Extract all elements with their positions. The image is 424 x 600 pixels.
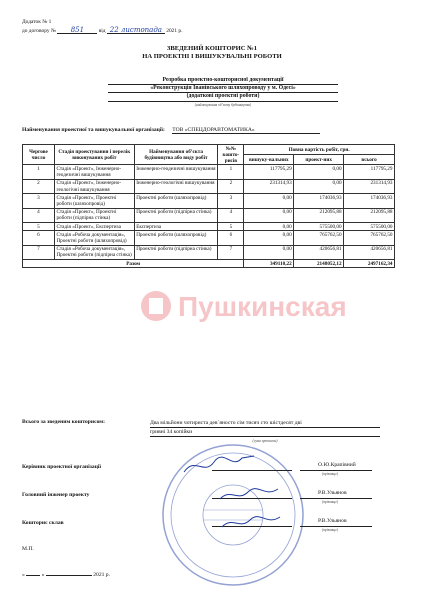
date-year: 2021 р.	[93, 572, 110, 578]
row-design-cost: 765762,50	[294, 231, 344, 245]
signature-name-director: О.Ю.Крапівний	[318, 462, 356, 468]
contract-number: 851	[57, 27, 97, 34]
date-month-blank	[46, 570, 92, 576]
row-survey-cost: 117795,29	[244, 165, 294, 179]
project-line-1: Розробка проектно-кошторисної документації	[108, 77, 338, 85]
row-design-cost: 174036,93	[294, 194, 344, 208]
row-total-cost: 231314,93	[344, 179, 395, 193]
table-row	[23, 245, 395, 259]
row-survey-cost: 0,00	[244, 222, 294, 230]
row-estimate-number: 3	[218, 194, 244, 208]
row-estimate-number: 5	[218, 222, 244, 230]
row-stage: Стадія «Проект», Проектні роботи (шляхопровід)	[54, 194, 134, 208]
row-total-cost: 420656,81	[344, 245, 395, 259]
row-number: 7	[23, 245, 55, 259]
row-stage: Стадія «Проект», Інженерно-геологічні вишукування	[54, 179, 134, 193]
date-day-blank	[26, 570, 40, 576]
row-estimate-number: 7	[218, 245, 244, 259]
row-stage: Стадія «Проект», Проектні роботи (підпірна стінка)	[54, 208, 134, 222]
estimate-table	[22, 144, 395, 268]
organization-name: ТОВ «СПЕЦДОРАВТОМАТИКА»	[172, 127, 320, 134]
row-survey-cost: 0,00	[244, 208, 294, 222]
header-object: Найменування об’єкта будівництва або виду робіт	[134, 145, 218, 165]
row-number: 3	[23, 194, 55, 208]
name-line-chief-engineer	[300, 498, 372, 499]
row-object: Інженерно-геодезичні вишукування	[134, 165, 218, 179]
contract-mid: від	[98, 28, 106, 34]
header-num: Чергове число	[23, 145, 55, 165]
row-number: 2	[23, 179, 55, 193]
row-number: 5	[23, 222, 55, 230]
row-design-cost: 0,00	[294, 179, 344, 193]
signature-chief-engineer-icon	[216, 484, 286, 504]
row-survey-cost: 231314,93	[244, 179, 294, 193]
signature-director-icon	[180, 452, 260, 478]
summary-caption: (сума прописом)	[252, 439, 278, 443]
row-number: 4	[23, 208, 55, 222]
date-close-quote: »	[41, 572, 45, 578]
name-line-director	[300, 470, 372, 471]
watermark-logo-mark	[149, 298, 163, 314]
row-estimate-number: 4	[218, 208, 244, 222]
summary-words-line-2: гривні 34 копійки	[150, 428, 380, 437]
signature-role-chief-engineer: Головний інженер проекту	[22, 492, 90, 498]
contract-date: 22 листопада	[107, 27, 165, 34]
footer-date-line	[22, 570, 110, 578]
row-stage: Стадія «Робоча документація», Проектні роботи (шляхопровід)	[54, 231, 134, 245]
row-estimate-number: 2	[218, 179, 244, 193]
table-body	[23, 165, 395, 260]
row-total-cost: 174036,93	[344, 194, 395, 208]
table-row	[23, 222, 395, 230]
header-total: всього	[344, 155, 395, 165]
row-total-cost: 117795,29	[344, 165, 395, 179]
table-row	[23, 165, 395, 179]
total-survey: 349110,22	[244, 260, 294, 268]
table-row	[23, 194, 395, 208]
annex-label: Додаток № 1	[22, 19, 52, 25]
row-object: Проектні роботи (шляхопровід)	[134, 194, 218, 208]
table-row	[23, 179, 395, 193]
row-design-cost: 212095,88	[294, 208, 344, 222]
table-row	[23, 208, 395, 222]
row-total-cost: 765762,50	[344, 231, 395, 245]
table-total-row	[23, 260, 395, 268]
total-all: 2497162,34	[344, 260, 395, 268]
row-design-cost: 575500,00	[294, 222, 344, 230]
row-object: Інженерно-геологічні вишукування	[134, 179, 218, 193]
row-stage: Стадія «Проект», Експертиза	[54, 222, 134, 230]
header-stage: Стадія проектування і перелік виконуваних робіт	[54, 145, 134, 165]
signature-caption-estimator: (прізвище)	[322, 528, 339, 532]
signature-role-director: Керівник проектної організації	[22, 464, 102, 470]
table-row	[23, 231, 395, 245]
contract-prefix: до договору №	[22, 28, 57, 34]
total-design: 2148052,12	[294, 260, 344, 268]
signature-role-estimator: Кошторис склав	[22, 520, 64, 526]
row-estimate-number: 1	[218, 165, 244, 179]
signature-name-chief-engineer: Р.В.Ульянов	[318, 490, 347, 496]
watermark-text: Пушкинская	[178, 291, 347, 322]
signature-name-estimator: Р.В.Ульянов	[318, 518, 347, 524]
row-number: 6	[23, 231, 55, 245]
header-survey: вишуку-вальних	[244, 155, 294, 165]
project-caption: (найменування об’єкту будівництва)	[194, 102, 252, 107]
row-object: Проектні роботи (підпірна стінка)	[134, 208, 218, 222]
row-object: Проектні роботи (шляхопровід)	[134, 231, 218, 245]
stamp-place-mp: М.П.	[22, 546, 34, 552]
date-open-quote: «	[22, 572, 25, 578]
title-line-1: ЗВЕДЕНИЙ КОШТОРИС №1	[166, 45, 258, 52]
watermark-logo-icon	[141, 291, 171, 321]
header-estimate: №№ кошто-рисів	[218, 145, 244, 165]
organization-line	[22, 127, 320, 134]
row-total-cost: 212095,88	[344, 208, 395, 222]
row-estimate-number: 6	[218, 231, 244, 245]
name-line-estimator	[300, 526, 372, 527]
contract-year: 2021 р.	[166, 28, 183, 34]
signature-caption-director: (прізвище)	[322, 472, 339, 476]
row-design-cost: 0,00	[294, 165, 344, 179]
organization-label: Найменування проектної та вишукувальної організації:	[22, 127, 165, 133]
row-object: Експертиза	[134, 222, 218, 230]
row-design-cost: 420656,81	[294, 245, 344, 259]
header-full-cost: Повна вартість робіт, грн.	[244, 145, 395, 155]
table-header-row-1	[23, 145, 395, 155]
title-line-2: НА ПРОЕКТНІ І ВИШУКУВАЛЬНІ РОБОТИ	[142, 53, 282, 60]
row-survey-cost: 0,00	[244, 245, 294, 259]
page-title	[0, 45, 424, 61]
row-survey-cost: 0,00	[244, 194, 294, 208]
total-label: Разом	[23, 260, 244, 268]
contract-line	[22, 27, 182, 34]
signature-caption-chief-engineer: (прізвище)	[322, 500, 339, 504]
row-total-cost: 575500,00	[344, 222, 395, 230]
row-stage: Стадія «Робоча документація», Проектні роботи (підпірна стінка)	[54, 245, 134, 259]
row-stage: Стадія «Проект», Інженерно-геодезичні вишукування	[54, 165, 134, 179]
summary-label: Всього за зведеним кошторисом:	[22, 419, 105, 425]
watermark	[140, 286, 370, 326]
summary-words-line-1: Два мільйони чотириста дев`яносто сім тисяч сто шістдесят дві	[150, 419, 380, 428]
project-line-2: «Реконструкція Іванівського шляхопроводу у м. Одесі»	[108, 85, 338, 93]
project-block	[108, 77, 338, 109]
project-line-3: (додаткові проектні роботи)	[108, 93, 338, 101]
row-number: 1	[23, 165, 55, 179]
header-design: проект-них	[294, 155, 344, 165]
row-survey-cost: 0,00	[244, 231, 294, 245]
signature-estimator-icon	[218, 512, 288, 532]
row-object: Проектні роботи (підпірна стінка)	[134, 245, 218, 259]
